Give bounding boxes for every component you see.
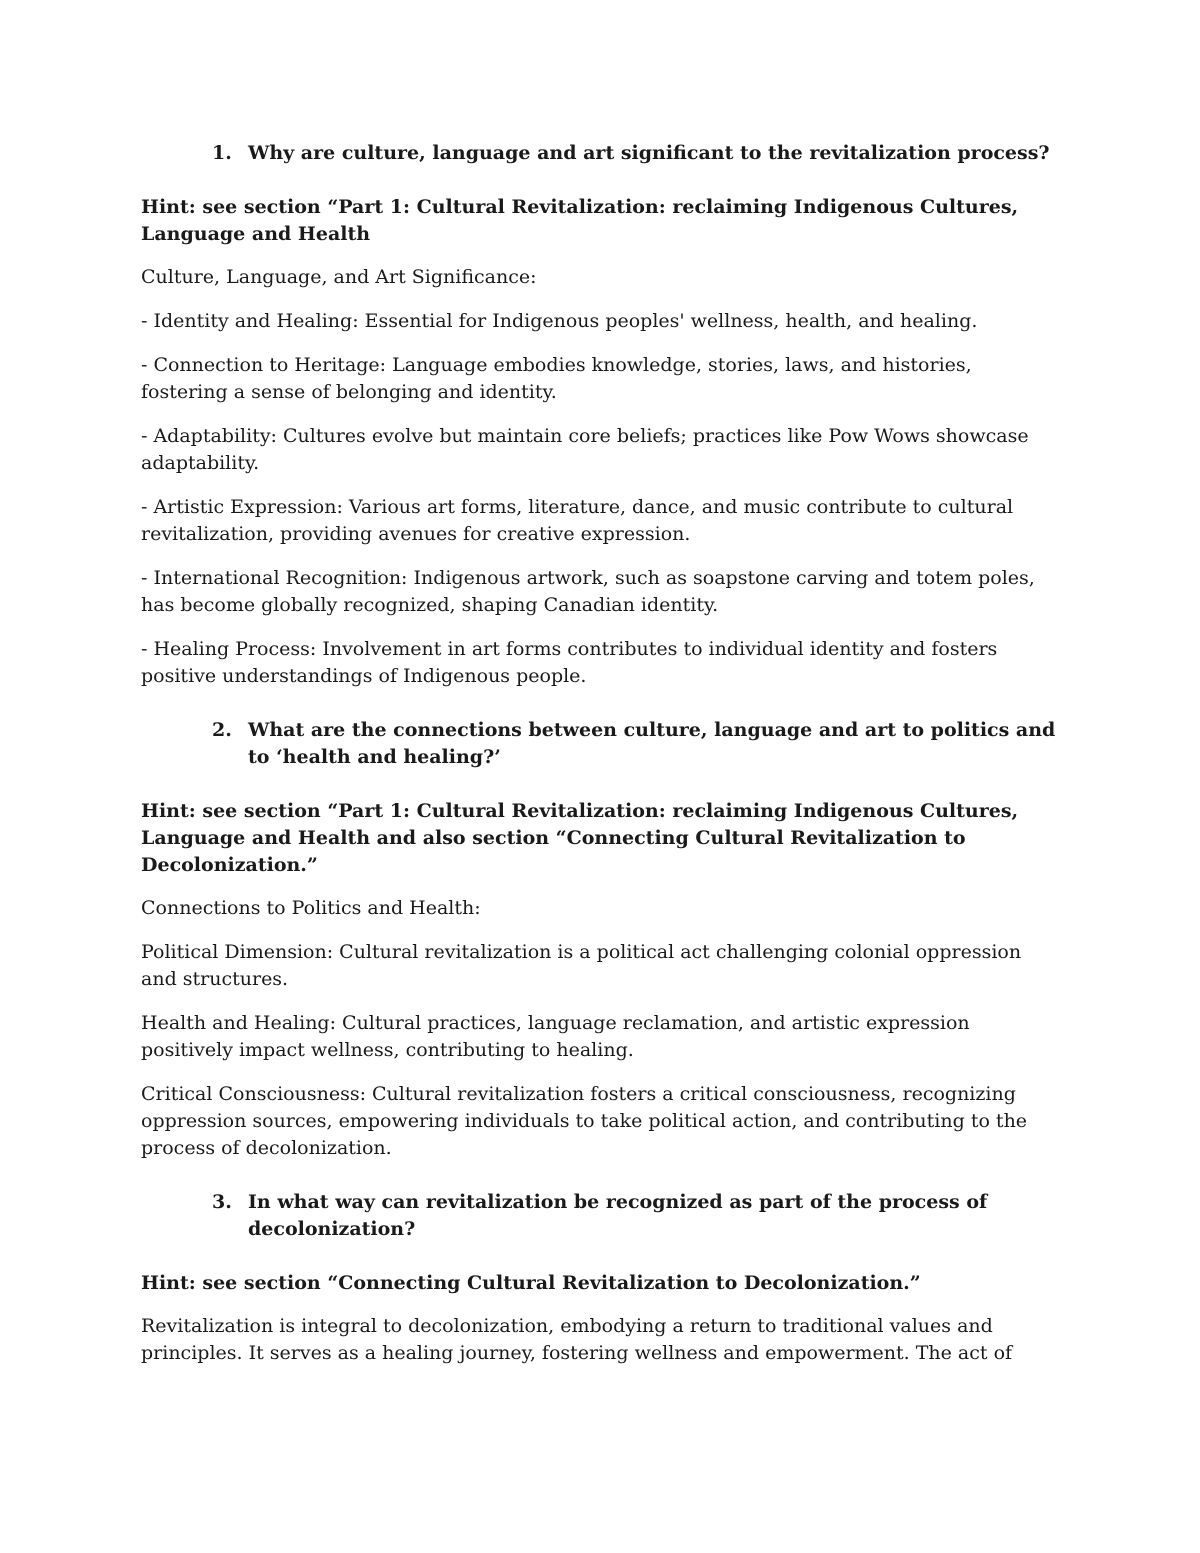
- document-body: [141, 140, 1061, 1384]
- hint-2: Hint: see section “Part 1: Cultural Revitalization: reclaiming Indigenous Cultures, Language and Health and also section “Connecting Cultural Revitalization to Decolonization.”: [141, 800, 1019, 876]
- question-2: [212, 717, 1061, 771]
- paragraph: Political Dimension: Cultural revitalization is a political act challenging colonial oppression and structures.: [141, 941, 1022, 990]
- question-text: In what way can revitalization be recognized as part of the process of decolonization?: [248, 1191, 988, 1240]
- hint-1: Hint: see section “Part 1: Cultural Revitalization: reclaiming Indigenous Cultures, Language and Health: [141, 196, 1019, 245]
- paragraph: Critical Consciousness: Cultural revitalization fosters a critical consciousness, recognizing oppression sources, empowering individuals to take political action, and contributing to the process of decolonization.: [141, 1083, 1028, 1159]
- question-number: 2.: [212, 719, 232, 741]
- paragraph: Culture, Language, and Art Significance:: [141, 266, 537, 288]
- question-text: What are the connections between culture, language and art to politics and to ‘health and healing?’: [248, 719, 1056, 768]
- question-text: Why are culture, language and art significant to the revitalization process?: [248, 142, 1050, 164]
- paragraph: Connections to Politics and Health:: [141, 897, 481, 919]
- paragraph: - International Recognition: Indigenous artwork, such as soapstone carving and totem poles, has become globally recognized, shaping Canadian identity.: [141, 567, 1035, 616]
- question-1: [212, 140, 1061, 167]
- question-3: [212, 1189, 1061, 1243]
- question-number: 1.: [212, 142, 232, 164]
- paragraph: Health and Healing: Cultural practices, language reclamation, and artistic expression positively impact wellness, contributing to healing.: [141, 1012, 970, 1061]
- hint-3: Hint: see section “Connecting Cultural Revitalization to Decolonization.”: [141, 1272, 921, 1294]
- paragraph: - Connection to Heritage: Language embodies knowledge, stories, laws, and histories, fostering a sense of belonging and identity.: [141, 354, 972, 403]
- question-number: 3.: [212, 1191, 232, 1213]
- paragraph: - Artistic Expression: Various art forms, literature, dance, and music contribute to cultural revitalization, providing avenues for creative expression.: [141, 496, 1014, 545]
- paragraph: - Healing Process: Involvement in art forms contributes to individual identity and fosters positive understandings of Indigenous people.: [141, 638, 998, 687]
- paragraph: - Adaptability: Cultures evolve but maintain core beliefs; practices like Pow Wows showcase adaptability.: [141, 425, 1029, 474]
- paragraph: Revitalization is integral to decolonization, embodying a return to traditional values and principles. It serves as a healing journey, fostering wellness and empowerment. The act of: [141, 1315, 1013, 1364]
- paragraph: - Identity and Healing: Essential for Indigenous peoples' wellness, health, and healing.: [141, 310, 978, 332]
